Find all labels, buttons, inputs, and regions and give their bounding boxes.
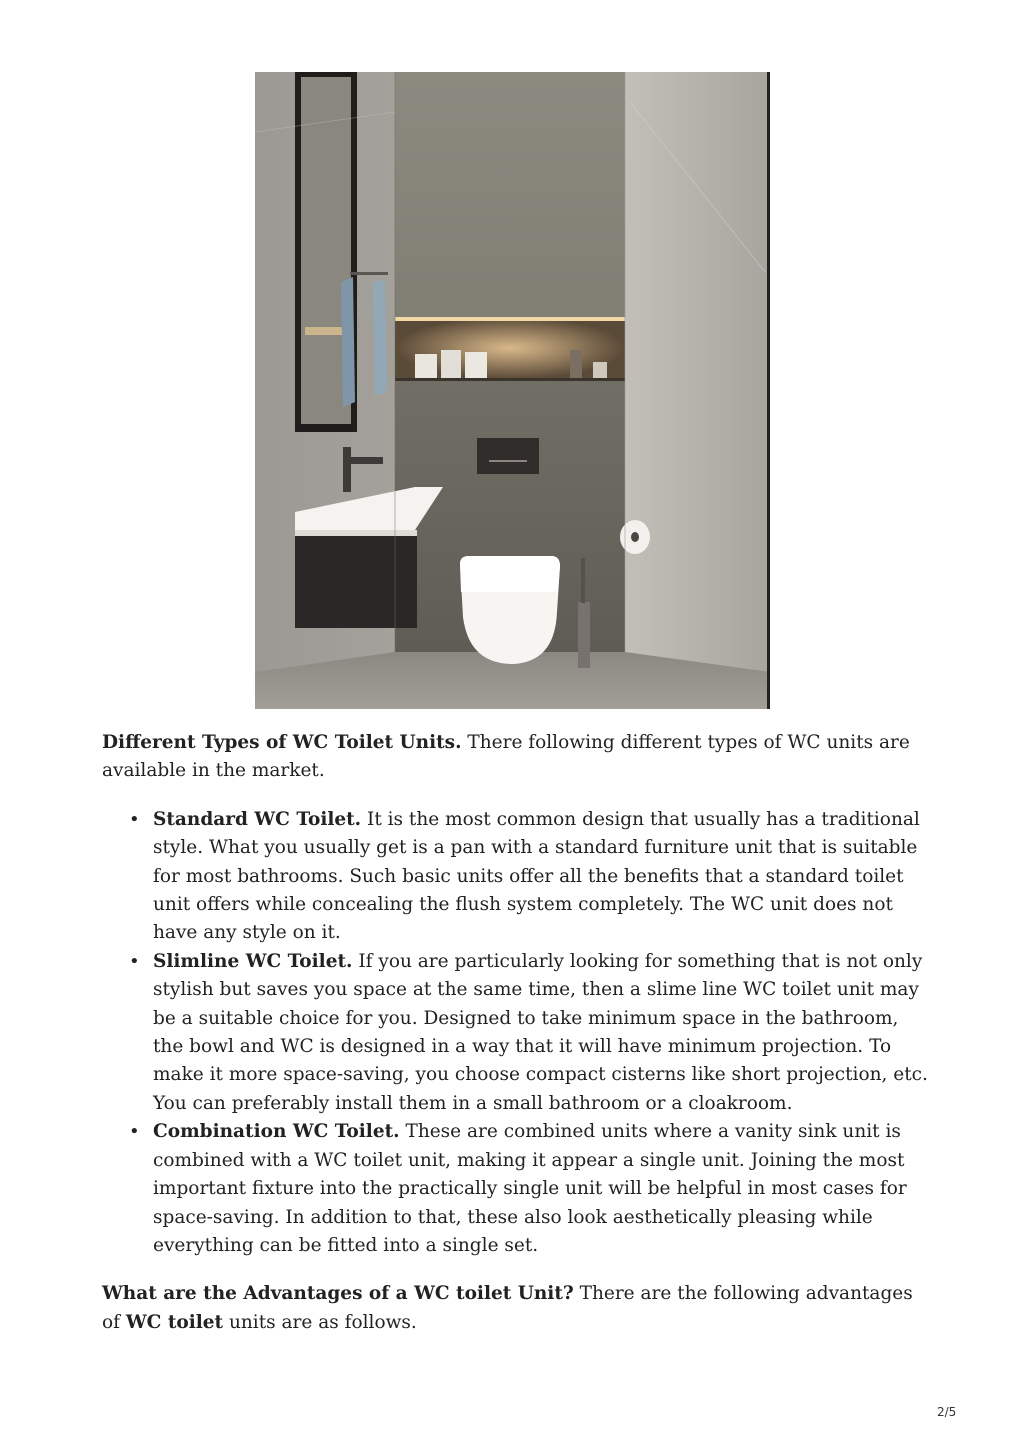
intro-heading: Different Types of WC Toilet Units. (102, 732, 462, 753)
list-item-title: Standard WC Toilet. (153, 808, 362, 830)
advantages-paragraph (102, 1280, 932, 1337)
list-item-text: If you are particularly looking for something that is not only stylish but saves you space at the same time, then a slime line WC toilet unit may be a suitable choice for you. Designed to take minimum space in the bathroom, the bowl and WC is designed in a way that it will have minimum projection. To make it more space-saving, you choose compact cisterns like short projection, etc. You can preferably install them in a small bathroom or a cloakroom. (153, 950, 928, 1114)
list-item-text: It is the most common design that usually has a traditional style. What you usually get is a pan with a standard furniture unit that is suitable for most bathrooms. Such basic units offer all the benefits that a standard toilet unit offers while concealing the flush system completely. The WC unit does not have any style on it. (153, 808, 920, 944)
advantages-text-end: units are as follows. (223, 1311, 417, 1333)
wc-types-list (102, 806, 932, 1261)
list-item (102, 948, 932, 1118)
list-item-title: Combination WC Toilet. (153, 1121, 400, 1143)
advantages-text: There are the following advantages of (102, 1283, 913, 1333)
page-number: 2/5 (937, 1405, 957, 1419)
list-item-title: Slimline WC Toilet. (153, 950, 353, 972)
intro-paragraph (102, 729, 932, 786)
advantages-heading: What are the Advantages of a WC toilet Unit? (102, 1283, 574, 1305)
article-body (102, 729, 932, 1337)
advantages-bold-term: WC toilet (125, 1311, 224, 1333)
list-item-text: These are combined units where a vanity sink unit is combined with a WC toilet unit, making it appear a single unit. Joining the most important fixture into the practically single unit will be helpful in most cases for space-saving. In addition to that, these also look aesthetically pleasing while everything can be fitted into a single set. (153, 1121, 907, 1256)
bathroom-photo (255, 72, 770, 709)
list-item (102, 806, 932, 948)
list-item (102, 1118, 932, 1260)
intro-text: There following different types of WC units are available in the market. (102, 732, 910, 782)
